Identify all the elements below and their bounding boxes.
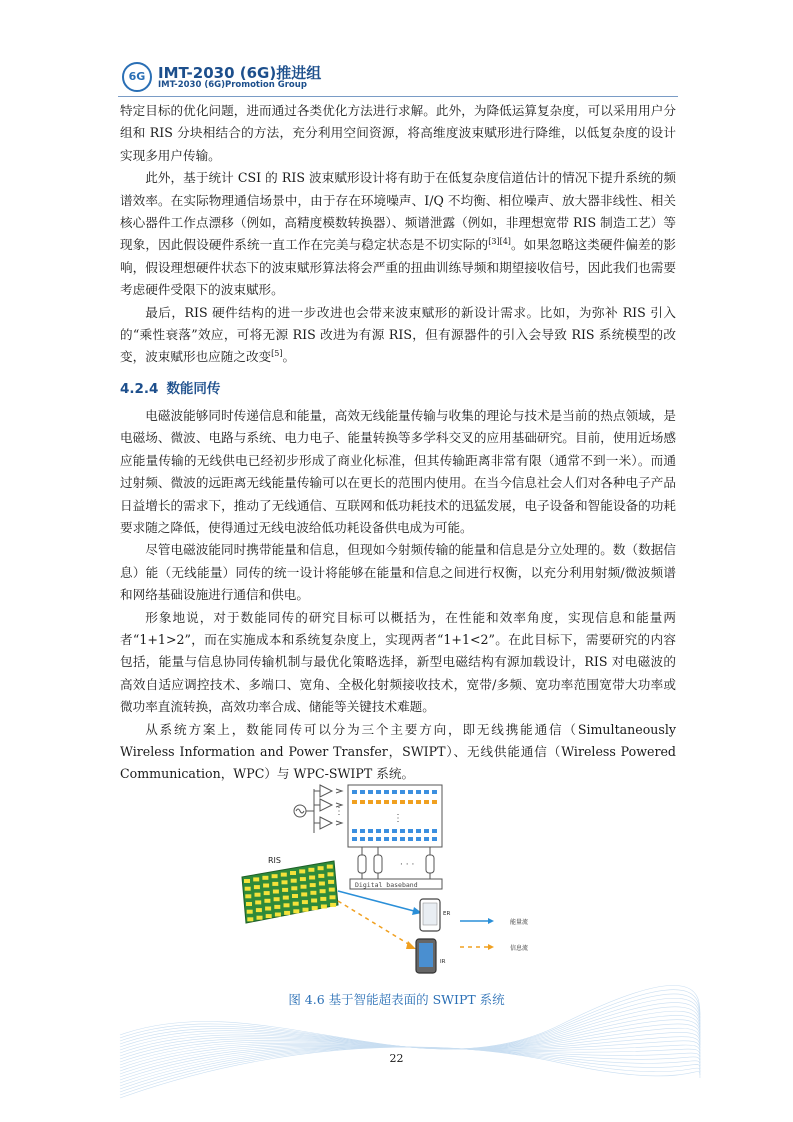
antenna-element xyxy=(400,837,405,841)
ris-cell xyxy=(283,896,289,900)
antenna-element xyxy=(376,837,381,841)
ris-cell xyxy=(246,902,252,906)
ris-cell xyxy=(320,897,326,901)
ris-cell xyxy=(301,885,307,889)
paragraph: 从系统方案上，数能同传可以分为三个主要方向，即无线携能通信（Simultaneously Wireless Information and Power Transfer，SWIPT）、无线供能通信（Wireless Powered Communication，WPC）与 WPC-SWIPT 系统。 xyxy=(120,721,676,782)
antenna-element xyxy=(384,790,389,794)
antenna-element xyxy=(384,829,389,833)
antenna-element xyxy=(368,790,373,794)
antenna-element xyxy=(416,800,421,804)
section-number: 4.2.4 xyxy=(120,380,159,397)
ris-cell xyxy=(272,874,278,878)
page-header xyxy=(118,60,678,96)
antenna-element xyxy=(432,790,437,794)
decorative-waves xyxy=(0,975,793,1122)
antenna-element xyxy=(400,800,405,804)
ris-cell xyxy=(282,880,288,884)
ris-cell xyxy=(301,892,307,896)
er-label: ER xyxy=(443,911,451,917)
antenna-element xyxy=(360,790,365,794)
amplifier-icon xyxy=(320,785,332,797)
antenna-element xyxy=(432,829,437,833)
antenna-element xyxy=(392,800,397,804)
ris-cell xyxy=(328,872,334,876)
ris-cell xyxy=(265,907,271,911)
signal-arrows xyxy=(338,891,422,949)
swipt-figure xyxy=(238,781,558,989)
paragraph-text: 。如果忽略这类硬件偏差的影响，假设理想硬件状态下的波束赋形算法将会严重的扭曲训练导频和期望接收信号，因此我们也需要考虑硬件受限下的波束赋形。 xyxy=(120,237,677,298)
ris-cell xyxy=(274,897,280,901)
antenna-element xyxy=(408,790,413,794)
antenna-element xyxy=(392,829,397,833)
ris-cell xyxy=(329,888,335,892)
ris-cell xyxy=(293,909,299,913)
energy-beam xyxy=(338,891,414,911)
ris-cell xyxy=(266,914,272,918)
antenna-element xyxy=(424,790,429,794)
figure-legend xyxy=(460,918,528,952)
ris-cell xyxy=(264,899,270,903)
section-heading xyxy=(120,378,676,400)
ris-cell xyxy=(318,874,324,878)
antenna-element xyxy=(376,800,381,804)
ris-cell xyxy=(312,906,318,910)
antenna-element xyxy=(416,790,421,794)
antenna-element xyxy=(424,800,429,804)
ris-cell xyxy=(282,888,288,892)
ris-cell xyxy=(321,905,327,909)
antenna-element xyxy=(408,829,413,833)
ris-cell xyxy=(244,879,250,883)
antenna-element xyxy=(384,800,389,804)
ris-cell xyxy=(275,913,281,917)
ris-cell xyxy=(308,868,314,872)
ris-cell xyxy=(284,911,290,915)
rf-chain-icon xyxy=(374,855,382,873)
ris-cell xyxy=(290,871,296,875)
antenna-element xyxy=(360,837,365,841)
ris-cell xyxy=(273,890,279,894)
antenna-element xyxy=(400,829,405,833)
ris-cell xyxy=(247,910,253,914)
paragraph: 尽管电磁波能同时携带能量和信息，但现如今射频传输的能量和信息是分立处理的。数（数据信息）能（无线能量）同传的统一设计将能够在能量和信息之间进行权衡，以充分利用射频/微波频谱和网络基础设施进行通信和供电。 xyxy=(120,542,676,603)
ris-cell xyxy=(291,886,297,890)
wave-line xyxy=(120,985,700,1049)
antenna-element xyxy=(368,837,373,841)
antenna-element xyxy=(432,837,437,841)
paragraph: 形象地说，对于数能同传的研究目标可以概括为，在性能和效率角度，实现信息和能量两者“1+1>2”，而在实施成本和系统复杂度上，实现两者“1+1<2”。在此目标下，需要研究的内容包括，能量与信息协同传输机制与最优化策略选择，新型电磁结构有源加载设计，RIS 对电磁波的高效自适应调控技术、多端口、宽角、全极化射频接收技术，宽带/多频、宽功率范围宽带大功率或微功率直流转换，高效功率合成、储能等关键技术难题。 xyxy=(120,609,676,715)
antenna-element xyxy=(360,829,365,833)
antenna-element xyxy=(376,790,381,794)
paragraph: 特定目标的优化问题，进而通过各类优化方法进行求解。此外，为降低运算复杂度，可以采用用户分组和 RIS 分块相结合的方法，充分利用空间资源，将高维度波束赋形进行降维，以低复杂度的设计实现多用户传输。 xyxy=(120,103,676,163)
antenna-element xyxy=(424,829,429,833)
ris-cell xyxy=(254,885,260,889)
antenna-element xyxy=(360,800,365,804)
ris-cell xyxy=(310,891,316,895)
antenna-element xyxy=(352,837,357,841)
ris-cell xyxy=(309,876,315,880)
wave-line xyxy=(120,998,700,1049)
logo-icon: 6G xyxy=(122,62,152,92)
ris-cell xyxy=(247,917,253,921)
baseband-label: Digital baseband xyxy=(355,881,418,889)
horizontal-ellipsis: · · · xyxy=(400,860,415,870)
page-number: 22 xyxy=(389,1052,404,1065)
paragraph-text: 最后，RIS 硬件结构的进一步改进也会带来波束赋形的新设计需求。比如，为弥补 RIS 引入的“乘性衰落”效应，可将无源 RIS 改进为有源 RIS，但有源器件的引入会导致 RIS 系统模型的改变，波束赋形也应随之改变 xyxy=(120,304,676,365)
page-content xyxy=(120,100,676,786)
ris-cell xyxy=(303,908,309,912)
ris-cell xyxy=(320,889,326,893)
ris-cell xyxy=(281,873,287,877)
header-divider xyxy=(118,96,678,97)
antenna-element xyxy=(392,837,397,841)
amplifier-icon xyxy=(320,817,332,829)
rf-chain-icon xyxy=(358,855,366,873)
antenna-element xyxy=(416,829,421,833)
header-subtitle: IMT-2030 (6G)Promotion Group xyxy=(158,80,307,90)
ris-cell xyxy=(330,903,336,907)
antenna-element xyxy=(400,790,405,794)
ris-cell xyxy=(245,894,251,898)
ir-label: IR xyxy=(440,959,446,965)
ris-cell xyxy=(245,887,251,891)
ris-cell xyxy=(330,895,336,899)
antenna-element xyxy=(416,837,421,841)
legend-energy-label: 能量流 xyxy=(510,919,529,926)
sine-icon xyxy=(296,809,304,813)
antenna-element xyxy=(368,800,373,804)
ris-cell xyxy=(253,877,259,881)
vertical-ellipsis: ⋮ xyxy=(334,806,344,817)
paragraph xyxy=(120,167,676,301)
antenna-element xyxy=(352,829,357,833)
wave-line xyxy=(120,990,700,1049)
ris-cell xyxy=(255,900,261,904)
ris-cell xyxy=(262,876,268,880)
ris-cell xyxy=(318,866,324,870)
ris-cell xyxy=(300,877,306,881)
ris-cell xyxy=(293,902,299,906)
citation: [3][4] xyxy=(488,237,511,247)
ris-cell xyxy=(264,891,270,895)
ris-cell xyxy=(311,899,317,903)
ris-label: RIS xyxy=(268,856,281,865)
ris-cell xyxy=(319,882,325,886)
paragraph xyxy=(120,302,676,369)
ris-cell xyxy=(310,883,316,887)
ris-cell xyxy=(256,908,262,912)
antenna-element xyxy=(376,829,381,833)
paragraph-text: 此外，基于统计 CSI 的 RIS 波束赋形设计将有助于在低复杂度信道估计的情况下提升系统的频谱效率。在实际物理通信场景中，由于存在环境噪声、I/Q 不均衡、相位噪声、放大器非线性、相关核心器件工作点漂移（例如，高精度模数转换器）、频谱泄露（例如，非理想宽带 RIS 制造工艺）等现象，因此假设硬件系统一直工作在完美与稳定状态是不切实际的 xyxy=(120,170,676,253)
rf-chain-icon xyxy=(426,855,434,873)
ris-cell xyxy=(327,865,333,869)
ris-cell xyxy=(255,893,261,897)
ris-cell xyxy=(274,905,280,909)
antenna-element xyxy=(384,837,389,841)
antenna-element xyxy=(352,800,357,804)
ris-cell xyxy=(302,900,308,904)
ris-cell xyxy=(291,879,297,883)
section-title: 数能同传 xyxy=(166,380,221,397)
antenna-element xyxy=(392,790,397,794)
figure-caption: 图 4.6 基于智能超表面的 SWIPT 系统 xyxy=(288,992,505,1007)
paragraph: 电磁波能够同时传递信息和能量，高效无线能量传输与收集的理论与技术是当前的热点领域，是电磁场、微波、电路与系统、电力电子、能量转换等多学科交叉的应用基础研究。目前，使用近场感应能量传输的无线供电已经初步形成了商业化标准，但其传输距离非常有限（通常不到一米）。而通过射频、微波的远距离无线能量传输可以在更长的范围内使用。在当今信息社会人们对各种电子产品日益增长的需求下，推动了无线通信、互联网和低功耗技术的迅猛发展，电子设备和智能设备的功耗要求随之降低，使得通过无线电波给低功耗设备供电成为可能。 xyxy=(120,407,676,535)
antenna-element xyxy=(368,829,373,833)
ris-cell xyxy=(328,880,334,884)
vertical-ellipsis: ⋮ xyxy=(393,813,403,824)
citation: [5] xyxy=(271,349,283,359)
paragraph-text: 。 xyxy=(282,349,296,365)
ris-cell xyxy=(284,903,290,907)
antenna-element xyxy=(408,837,413,841)
antenna-element xyxy=(432,800,437,804)
legend-info-label: 信息流 xyxy=(510,945,529,952)
ris-cell xyxy=(257,916,263,920)
amplifier-icon xyxy=(320,799,332,811)
header-title: IMT-2030 (6G)推进组 xyxy=(158,64,322,82)
antenna-element xyxy=(408,800,413,804)
ris-cell xyxy=(272,882,278,886)
ris-cell xyxy=(292,894,298,898)
ris-cell xyxy=(299,869,305,873)
antenna-element xyxy=(424,837,429,841)
ris-cell xyxy=(263,884,269,888)
antenna-element xyxy=(352,790,357,794)
